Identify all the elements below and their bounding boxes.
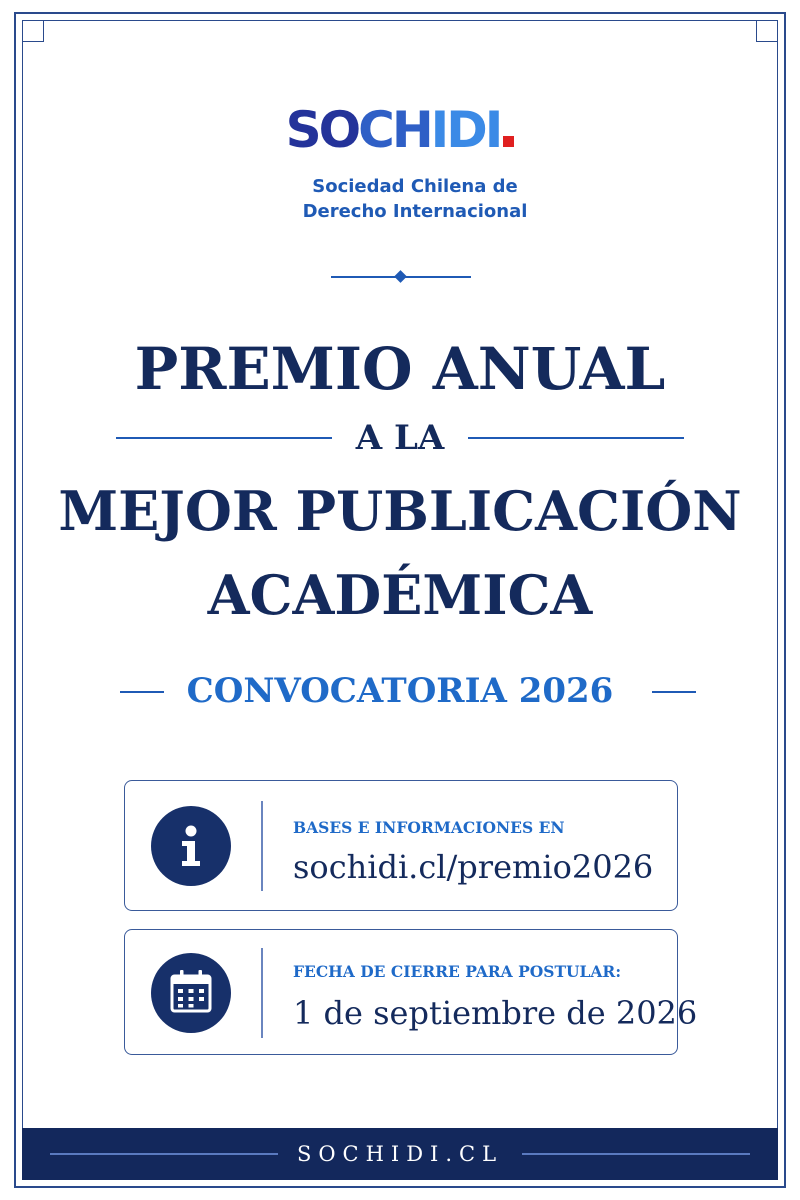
society-name-line-2: Derecho Internacional [302,201,528,222]
footer-band [22,1128,778,1180]
calendar-icon [151,953,231,1033]
info-icon [151,806,231,886]
deadline-card-separator [261,948,263,1038]
info-card-separator [261,801,263,891]
logo-part-3: IDI [430,101,501,159]
footer-line-right [522,1153,750,1155]
logo-red-dot [503,136,514,147]
logo-wordmark [286,100,501,160]
logo-part-1: SO [285,101,359,159]
logo-part-2: CH [358,101,431,159]
society-name-line-1: Sociedad Chilena de [312,176,518,197]
society-name [0,174,800,224]
title-line-1: PREMIO ANUAL [134,335,666,403]
convocatoria-heading: CONVOCATORIA 2026 [186,671,614,711]
website-link[interactable]: sochidi.cl/premio2026 [293,848,654,886]
convocatoria-dash-right [652,691,696,693]
corner-ornament-top-right [756,20,778,42]
footer-website[interactable]: SOCHIDI.CL [296,1142,504,1166]
sochidi-logo [0,100,800,160]
deadline-card [124,929,698,1055]
corner-ornament-top-left [22,20,44,42]
title-line-4: ACADÉMICA [207,563,593,627]
title-rule-right [468,437,684,439]
title-line-2: A LA [355,418,445,458]
deadline-card-label: FECHA DE CIERRE PARA POSTULAR: [293,962,622,981]
title-line-3: MEJOR PUBLICACIÓN [58,479,742,543]
info-card [124,780,678,911]
info-card-label: BASES E INFORMACIONES EN [293,818,565,837]
deadline-date: 1 de septiembre de 2026 [293,994,698,1032]
